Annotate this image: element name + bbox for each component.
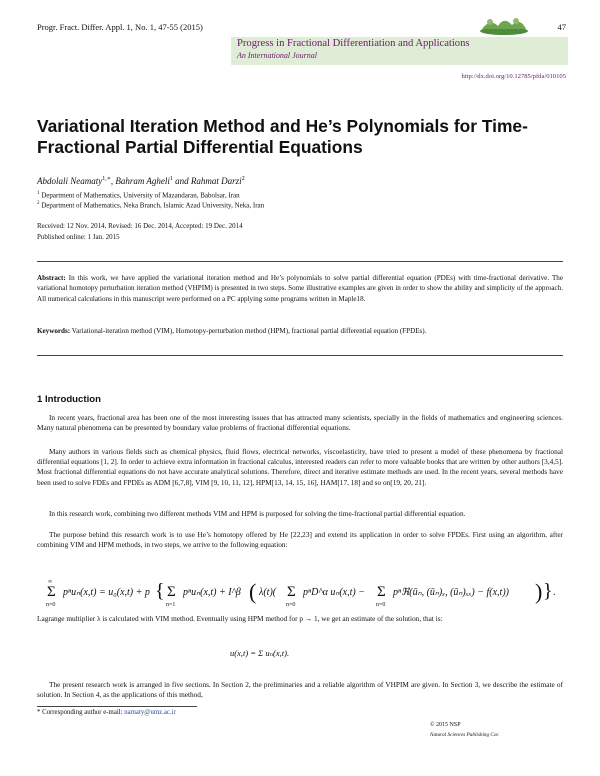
affiliation-1 <box>37 191 240 199</box>
abstract <box>37 273 563 304</box>
svg-text:): ) <box>535 579 543 604</box>
publisher: Natural Sciences Publishing Cor. <box>430 732 500 738</box>
affiliation-sup: 2 <box>37 201 40 206</box>
paragraph <box>37 680 563 700</box>
affiliation-2 <box>37 201 264 209</box>
paragraph <box>37 530 563 550</box>
affiliation-text: Department of Mathematics, University of Mazandaran, Babolsar, Iran <box>41 191 240 200</box>
svg-text:.: . <box>553 587 556 598</box>
svg-text:}: } <box>543 580 553 602</box>
doi-link[interactable]: http://dx.doi.org/10.12785/pfda/010105 <box>461 73 566 80</box>
author-name: Abdolali Neamaty <box>37 176 103 186</box>
affiliation-sup: 1 <box>37 191 40 196</box>
author-sup: 1,∗ <box>102 176 111 182</box>
svg-text:pⁿD^α uₙ(x,t) −: pⁿD^α uₙ(x,t) − <box>303 587 365 598</box>
paragraph <box>37 614 563 624</box>
journal-subtitle: An International Journal <box>237 51 317 60</box>
affiliation-text: Department of Mathematics, Neka Branch, Islamic Azad University, Neka, Iran <box>41 201 265 210</box>
svg-text:∞: ∞ <box>48 579 53 585</box>
svg-text:n=0: n=0 <box>46 602 56 608</box>
main-equation <box>37 575 563 609</box>
received-dates: Received: 12 Nov. 2014, Revised: 16 Dec. 2014, Accepted: 19 Dec. 2014 <box>37 222 243 230</box>
paragraph-text: In this research work, combining two different methods VIM and HPM is purposed for solving the time-fractional partial differential equation. <box>49 509 466 518</box>
author-sup: 2 <box>241 176 245 182</box>
paragraph-text: In recent years, fractional area has been one of the most interesting issues that has attracted many scientists, specially in the fields of mathematics and engineering sciences. Many natural phenomena can be presented by boundary value problems of fractional differential equations. <box>37 413 563 433</box>
author-sup: 1 <box>169 176 173 182</box>
svg-text:Σ: Σ <box>287 584 296 600</box>
svg-text:n=0: n=0 <box>376 602 386 608</box>
svg-text:n=1: n=1 <box>166 602 176 608</box>
footnote <box>37 709 176 716</box>
keywords <box>37 326 563 336</box>
svg-text:(: ( <box>249 579 257 604</box>
svg-text:pⁿuₙ(x,t) + I^β: pⁿuₙ(x,t) + I^β <box>183 587 241 598</box>
author-conjunction: and <box>175 176 189 186</box>
svg-text:pⁿuₙ(x,t) = u₀(x,t) + p: pⁿuₙ(x,t) = u₀(x,t) + p <box>63 587 150 598</box>
svg-text:{: { <box>155 580 165 602</box>
solution-equation: u(x,t) = Σ uₙ(x,t). <box>230 648 290 658</box>
divider <box>37 355 563 356</box>
page-number: 47 <box>557 22 566 32</box>
svg-text:n=0: n=0 <box>286 602 296 608</box>
footnote-label: * Corresponding author e-mail: <box>37 709 123 716</box>
email-link[interactable]: namaty@umz.ac.ir <box>124 709 176 716</box>
divider <box>37 261 563 262</box>
journal-title: Progress in Fractional Differentiation and Applications <box>237 38 470 49</box>
published-date: Published online: 1 Jan. 2015 <box>37 233 120 241</box>
svg-text:pⁿℜ(ūₙ, (ūₙ)ₓ, (ūₙ)ₓₓ) − f(x,t: pⁿℜ(ūₙ, (ūₙ)ₓ, (ūₙ)ₓₓ) − f(x,t)) <box>393 587 509 598</box>
paragraph-text: The purpose behind this research work is to use He’s homotopy offered by He [22,23] and extend its application in order to solve FPDEs. First using an algorithm, after combining VIM and HPM methods, in two steps, we arrive to the following equation: <box>37 530 563 550</box>
svg-text:Σ: Σ <box>167 584 176 600</box>
paragraph-text: The present research work is arranged in five sections. In Section 2, the preliminaries and a reliable algorithm of VHPIM are given. In Section 3, we describe the estimate of solution. In Section 4, as the applications of this method, <box>37 680 563 700</box>
journal-logo-icon <box>476 14 532 36</box>
footnote-divider <box>37 706 197 707</box>
keywords-text: Variational-iteration method (VIM), Homotopy-perturbation method (HPM), fractional partial differential equation (FPDEs). <box>71 327 427 335</box>
author-name: Rahmat Darzi <box>190 176 242 186</box>
journal-citation: Progr. Fract. Differ. Appl. 1, No. 1, 47-55 (2015) <box>37 22 203 32</box>
paragraph <box>37 447 563 488</box>
abstract-label: Abstract: <box>37 274 66 282</box>
svg-text:Σ: Σ <box>47 584 56 600</box>
svg-text:Σ: Σ <box>377 584 386 600</box>
section-heading: 1 Introduction <box>37 394 101 405</box>
paragraph-text: Many authors in various fields such as chemical physics, fluid flows, electrical networks, viscoelasticity, have tried to present a model of these phenomena by fractional differential equations [1, 2]. In order to achieve extra information in fractional calculus, interested readers can refer to more valuable books that are written by other authors [3,4,5]. Most fractional differential equations do not have accurate analytical solutions. Therefore, direct and iterative estimate methods are used. In the recent years, several methods have been used to solve FDEs and FPDEs as ADM [6,7,8], VIM [9, 10, 11, 12], HPM[13, 14, 15, 16], HAM[17, 18] and so on[19, 20, 21]. <box>37 447 563 487</box>
author-list: Abdolali Neamaty$^{1,∗}$, Bahram Agheli$^1$ and Rahmat Darzi$^2$ <box>37 176 245 186</box>
copyright: © 2015 NSP <box>430 722 461 728</box>
author-name: Bahram Agheli <box>115 176 170 186</box>
paper-title: Variational Iteration Method and He’s Polynomials for Time-Fractional Partial Differential Equations <box>37 116 528 157</box>
paragraph <box>37 509 563 519</box>
paragraph <box>37 413 563 433</box>
keywords-label: Keywords: <box>37 327 71 335</box>
paragraph-text: Lagrange multiplier λ is calculated with VIM method. Eventually using HPM method for p → 1, we get an estimate of the solution, that is: <box>37 614 443 623</box>
abstract-text: In this work, we have applied the variational iteration method and He’s polynomials to solve partial differential equation (PDEs) with time-fractional derivative. The variational homotopy perturbation iteration method (VHPIM) is presented in two steps. Some illustrative examples are given in order to show the ability and simplicity of the approach. All numerical calculations in this manuscript were performed on a PC applying some programs written in Maple18. <box>37 274 563 303</box>
svg-text:λ(t)(: λ(t)( <box>259 587 277 598</box>
